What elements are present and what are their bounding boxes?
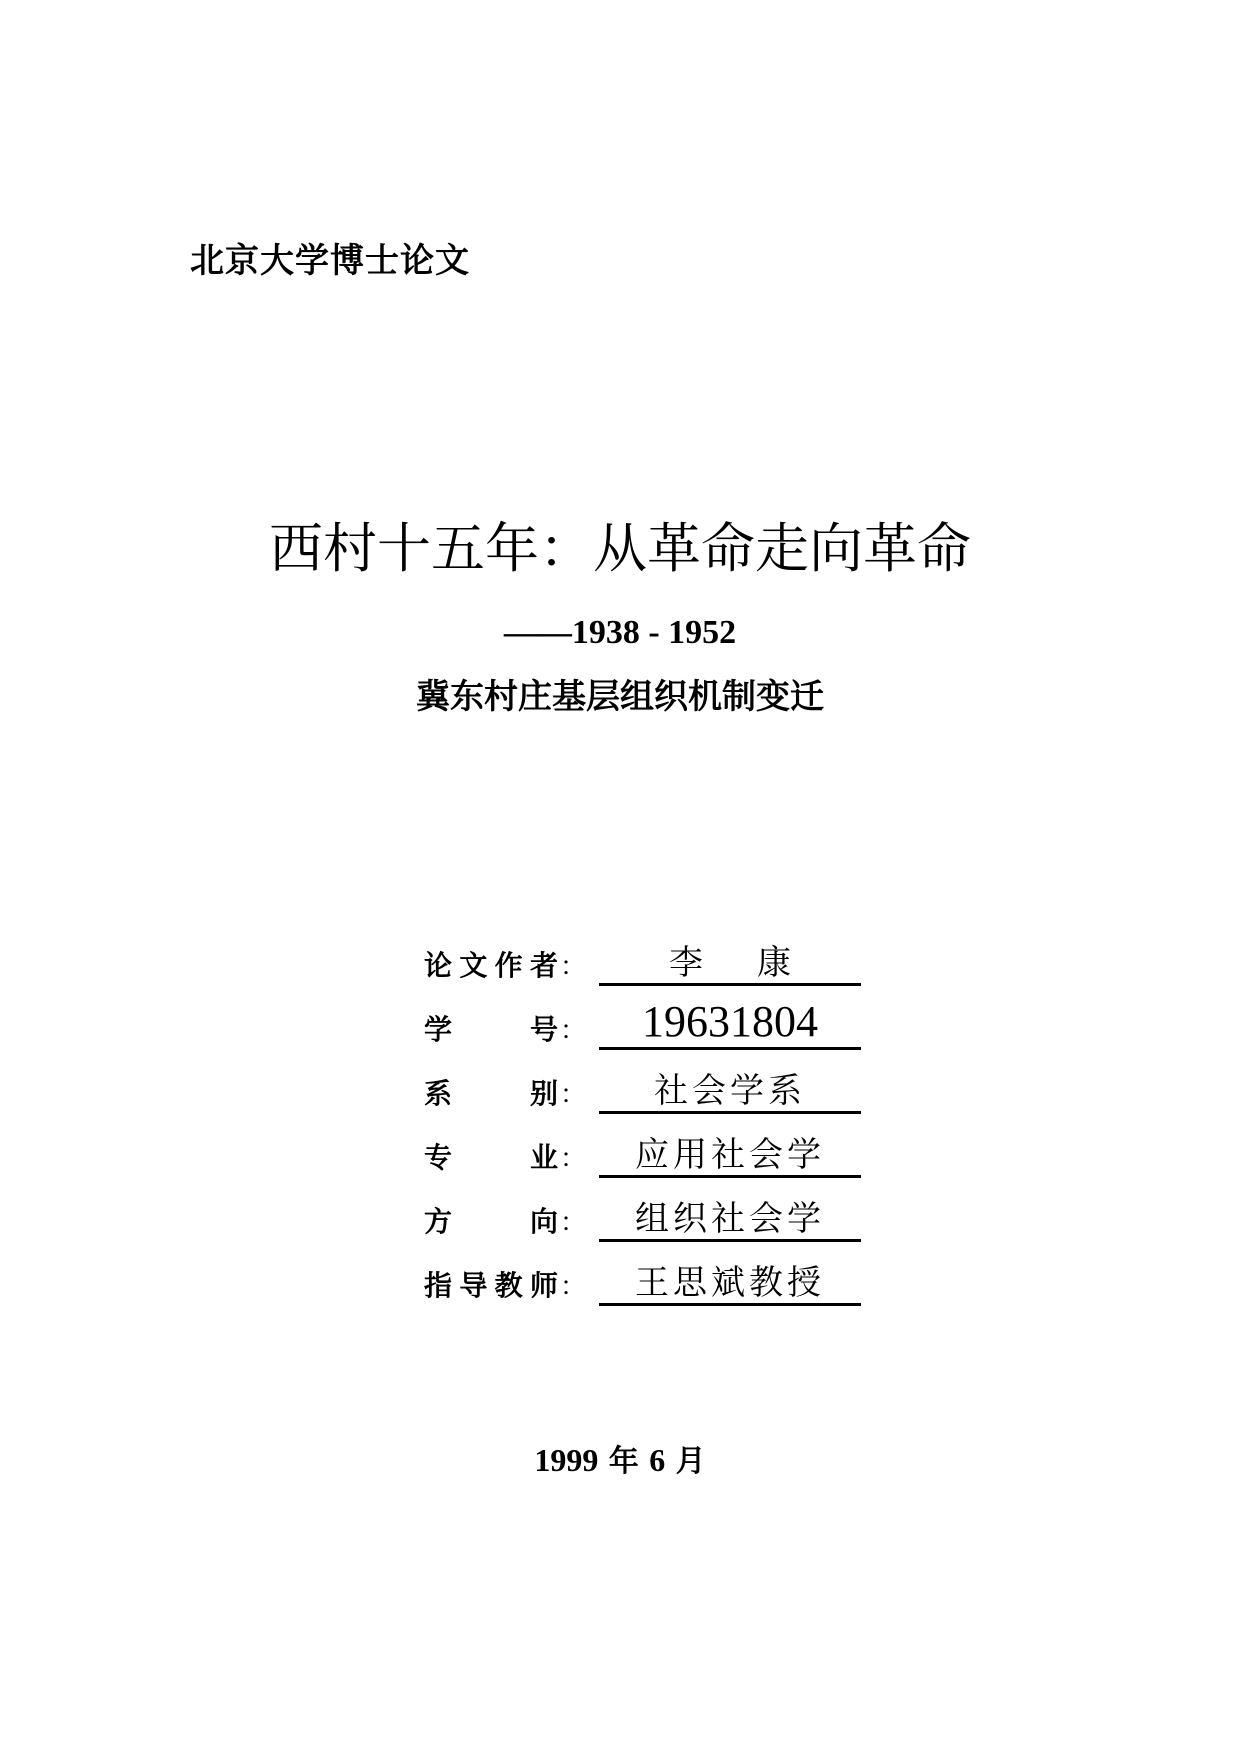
author-value: 李康 (669, 943, 845, 983)
major-colon: ： (560, 1144, 587, 1174)
date-year-suffix: 年 (598, 1444, 650, 1479)
student-id-label-char: 学 (424, 1013, 453, 1046)
university-line: 北京大学博士论文 (190, 241, 470, 281)
direction-label-char: 方 (424, 1205, 453, 1238)
author-label-char: 者 (529, 949, 558, 982)
advisor-underline (599, 1303, 861, 1306)
direction-row (424, 1186, 884, 1242)
advisor-label-char: 教 (494, 1269, 523, 1302)
department-label-char: 系 (424, 1077, 453, 1110)
student-id-row (424, 994, 884, 1050)
date-month-suffix: 月 (665, 1444, 706, 1479)
advisor-colon: ： (560, 1272, 587, 1302)
direction-underline (599, 1239, 861, 1242)
advisor-label-char: 师 (529, 1269, 558, 1302)
author-label-char: 论 (424, 949, 453, 982)
major-label-char: 业 (529, 1141, 558, 1174)
student-id-value: 19631804 (642, 997, 818, 1046)
advisor-value: 王思斌教授 (635, 1263, 825, 1303)
author-underline (599, 983, 861, 986)
date-year: 1999 (534, 1442, 599, 1478)
department-colon: ： (560, 1080, 587, 1110)
advisor-row (424, 1250, 884, 1306)
author-label-char: 文 (459, 949, 488, 982)
major-row (424, 1122, 884, 1178)
major-label (424, 1141, 558, 1174)
advisor-label-char: 导 (459, 1269, 488, 1302)
direction-label (424, 1205, 558, 1238)
department-label-char: 别 (529, 1077, 558, 1110)
submission-date (0, 1444, 1240, 1477)
date-month: 6 (649, 1442, 666, 1478)
thesis-subtitle-topic: 冀东村庄基层组织机制变迁 (416, 677, 824, 717)
advisor-label (424, 1269, 558, 1302)
direction-label-char: 向 (529, 1205, 558, 1238)
advisor-label-char: 指 (424, 1269, 453, 1302)
author-label-char: 作 (494, 949, 523, 982)
department-value: 社会学系 (654, 1071, 806, 1111)
major-underline (599, 1175, 861, 1178)
student-id-colon: ： (560, 1016, 587, 1046)
department-label (424, 1077, 558, 1110)
department-row (424, 1058, 884, 1114)
student-id-underline (599, 1047, 861, 1050)
major-label-char: 专 (424, 1141, 453, 1174)
student-id-label (424, 1013, 558, 1046)
department-underline (599, 1111, 861, 1114)
thesis-title: 西村十五年：从革命走向革命 (269, 517, 971, 580)
direction-colon: ： (560, 1208, 587, 1238)
student-id-label-char: 号 (529, 1013, 558, 1046)
thesis-subtitle-years: ——1938 - 1952 (503, 614, 737, 651)
direction-value: 组织社会学 (635, 1199, 825, 1239)
author-row (424, 930, 884, 986)
major-value: 应用社会学 (635, 1135, 825, 1175)
author-colon: ： (560, 952, 587, 982)
author-label (424, 949, 558, 982)
